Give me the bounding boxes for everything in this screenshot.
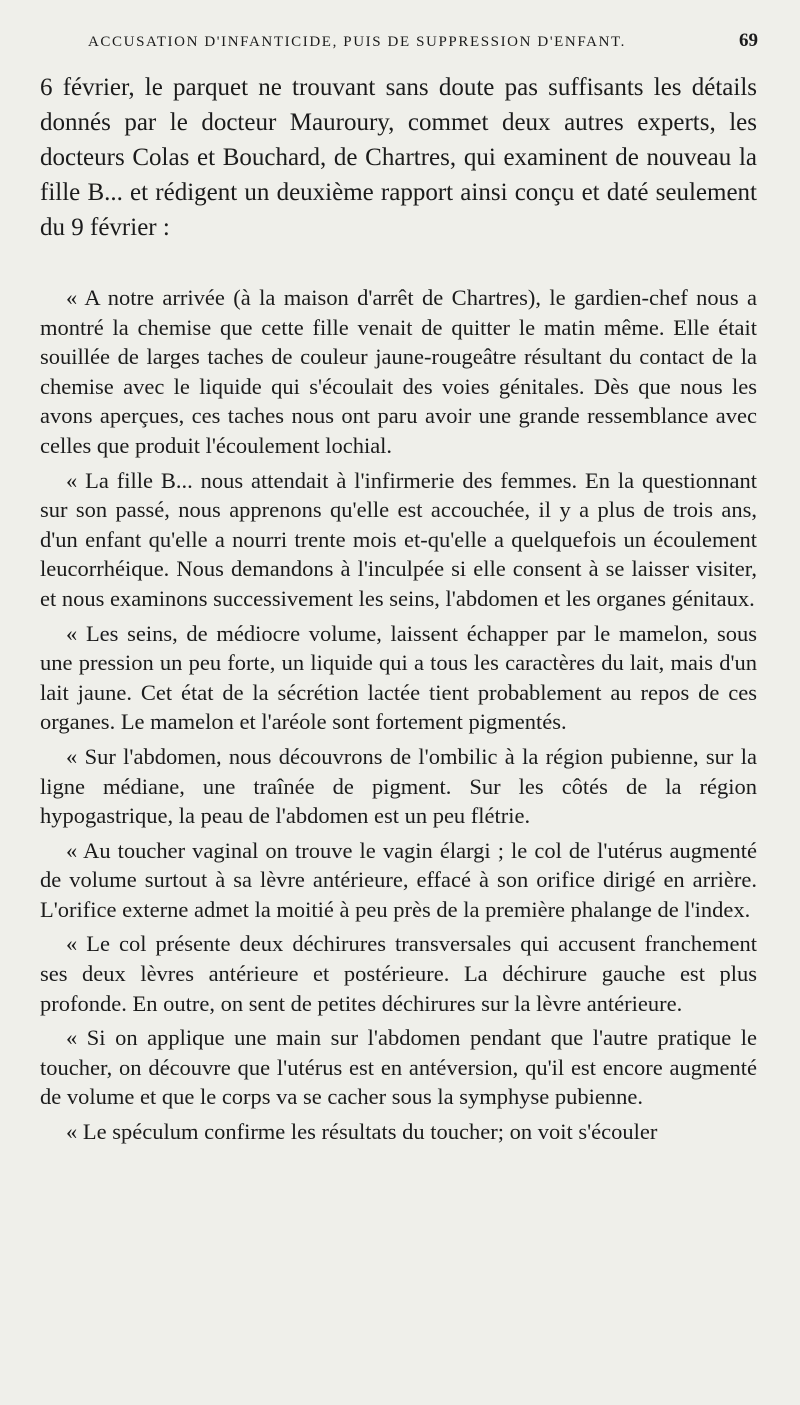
paragraph-infirmary: « La fille B... nous attendait à l'infirmerie des femmes. En la questionnant sur son passé, nous apprenons qu'elle est accouchée, il y a plus de trois ans, d'un enfant qu'elle a nourri trente mois et-qu'elle a quelquefois un écoulement leucorrhéique. Nous demandons à l'inculpée si elle consent à se laisser visiter, et nous examinons successivement les seins, l'abdomen et les organes génitaux. bbox=[40, 467, 757, 611]
paragraph-speculum: « Le spéculum confirme les résultats du toucher; on voit s'écouler bbox=[66, 1119, 658, 1145]
intro-paragraph: 6 février, le parquet ne trouvant sans doute pas suffisants les détails donnés par le docteur Mauroury, commet deux autres experts, les docteurs Colas et Bouchard, de Chartres, qui examinent de nouveau la fille B... et rédigent un deuxième rapport ainsi conçu et daté seulement du 9 février : bbox=[40, 74, 757, 241]
page-body bbox=[40, 70, 757, 1152]
paragraph-vaginal-exam: « Au toucher vaginal on trouve le vagin élargi ; le col de l'utérus augmenté de volume surtout à sa lèvre antérieure, effacé à son orifice dirigé en arrière. L'orifice externe admet la moitié à peu près de la première phalange de l'index. bbox=[40, 837, 757, 922]
paragraph-breasts: « Les seins, de médiocre volume, laissent échapper par le mamelon, sous une pression un peu forte, un liquide qui a tous les caractères du lait, mais d'un lait jaune. Cet état de la sécrétion lactée tient probablement au repos de ces organes. Le mamelon et l'aréole sont fortement pigmentés. bbox=[40, 620, 757, 735]
page-number: 69 bbox=[739, 30, 758, 51]
paragraph-arrival: « A notre arrivée (à la maison d'arrêt de Chartres), le gardien-chef nous a montré la chemise que cette fille venait de quitter le matin même. Elle était souillée de larges taches de couleur jaune-rougeâtre résultant du contact de la chemise avec le liquide qui s'écoulait des voies génitales. Dès que nous les avons aperçues, ces taches nous ont paru avoir une grande ressemblance avec celles que produit l'écoulement lochial. bbox=[40, 285, 757, 458]
paragraph-cervix: « Le col présente deux déchirures transversales qui accusent franchement ses deux lèvres antérieure et postérieure. La déchirure gauche est plus profonde. En outre, on sent de petites déchirures sur la lèvre antérieure. bbox=[40, 931, 757, 1016]
report-quotation bbox=[40, 283, 757, 1147]
intro-section bbox=[40, 70, 757, 245]
running-header bbox=[88, 30, 758, 52]
paragraph-abdomen: « Sur l'abdomen, nous découvrons de l'ombilic à la région pubienne, sur la ligne médiane, une traînée de pigment. Sur les côtés de la région hypogastrique, la peau de l'abdomen est un peu flétrie. bbox=[40, 743, 757, 829]
paragraph-uterus: « Si on applique une main sur l'abdomen pendant que l'autre pratique le toucher, on découvre que l'utérus est en antéversion, qu'il est encore augmenté de volume et que le corps va se cacher sous la symphyse pubienne. bbox=[40, 1025, 757, 1110]
running-title: ACCUSATION D'INFANTICIDE, PUIS DE SUPPRESSION D'ENFANT. bbox=[88, 34, 627, 50]
